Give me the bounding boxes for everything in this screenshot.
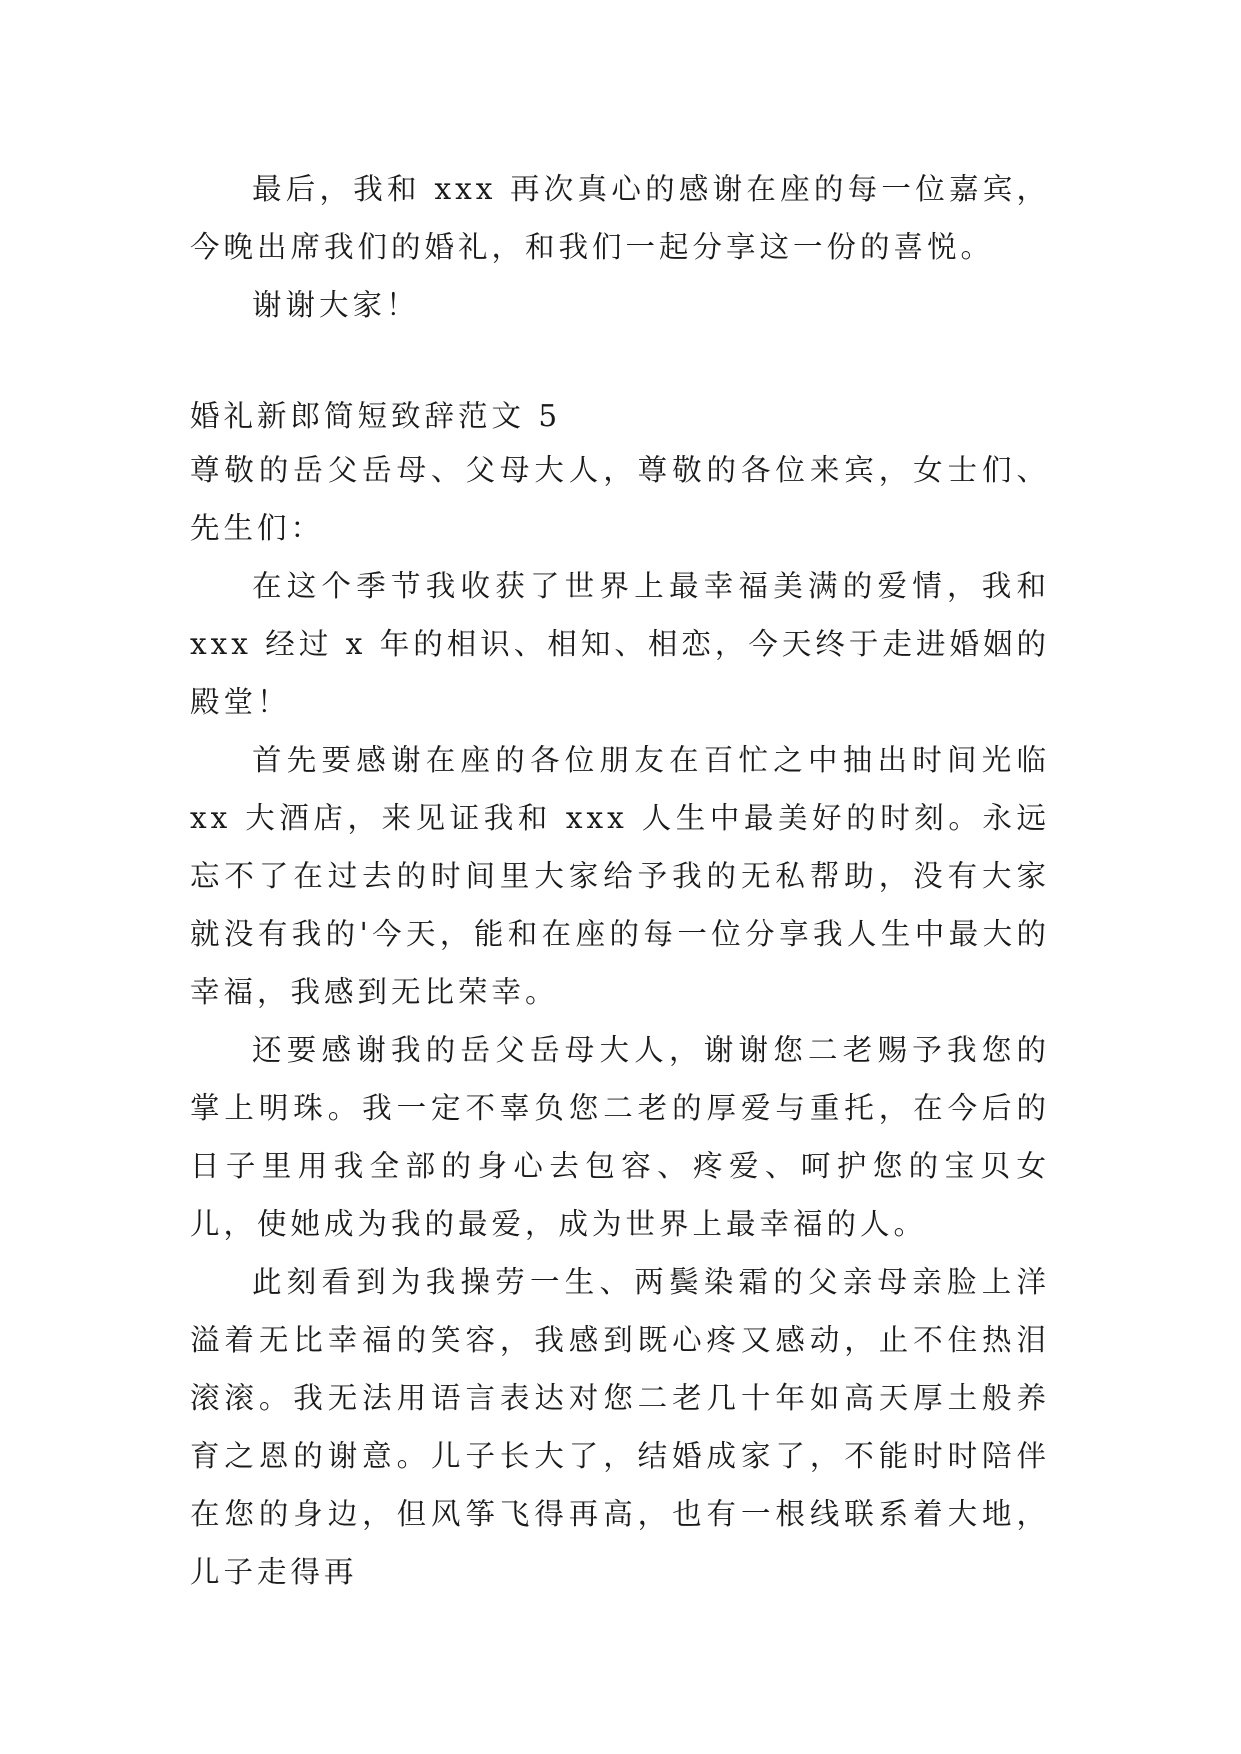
- document-body: [190, 160, 1050, 1601]
- thank-you-line: 谢谢大家！: [252, 288, 420, 322]
- closing-thanks-paragraph: 最后，我和 xxx 再次真心的感谢在座的每一位嘉宾，今晚出席我们的婚礼，和我们一起分享这一份的喜悦。: [190, 172, 1050, 264]
- section-spacer: [190, 334, 1050, 392]
- thanks-parents-paragraph: 此刻看到为我操劳一生、两鬓染霜的父亲母亲脸上洋溢着无比幸福的笑容，我感到既心疼又感动，止不住热泪滚滚。我无法用语言表达对您二老几十年如高天厚土般养育之恩的谢意。儿子长大了，结婚成家了，不能时时陪伴在您的身边，但风筝飞得再高，也有一根线联系着大地，儿子走得再: [190, 1265, 1050, 1589]
- section-title: 婚礼新郎简短致辞范文 5: [190, 399, 562, 433]
- salutation-paragraph: 尊敬的岳父岳母、父母大人，尊敬的各位来宾，女士们、先生们：: [190, 453, 1050, 545]
- thanks-in-laws-paragraph: 还要感谢我的岳父岳母大人，谢谢您二老赐予我您的掌上明珠。我一定不辜负您二老的厚爱与重托，在今后的日子里用我全部的身心去包容、疼爱、呵护您的宝贝女儿，使她成为我的最爱，成为世界上最幸福的人。: [190, 1033, 1050, 1241]
- thanks-friends-paragraph: 首先要感谢在座的各位朋友在百忙之中抽出时间光临 xx 大酒店，来见证我和 xxx 人生中最美好的时刻。永远忘不了在过去的时间里大家给予我的无私帮助，没有大家就没有我的'今天，能和在座的每一位分享我人生中最大的幸福，我感到无比荣幸。: [190, 743, 1050, 1009]
- love-paragraph: 在这个季节我收获了世界上最幸福美满的爱情，我和 xxx 经过 x 年的相识、相知、相恋，今天终于走进婚姻的殿堂！: [190, 569, 1050, 719]
